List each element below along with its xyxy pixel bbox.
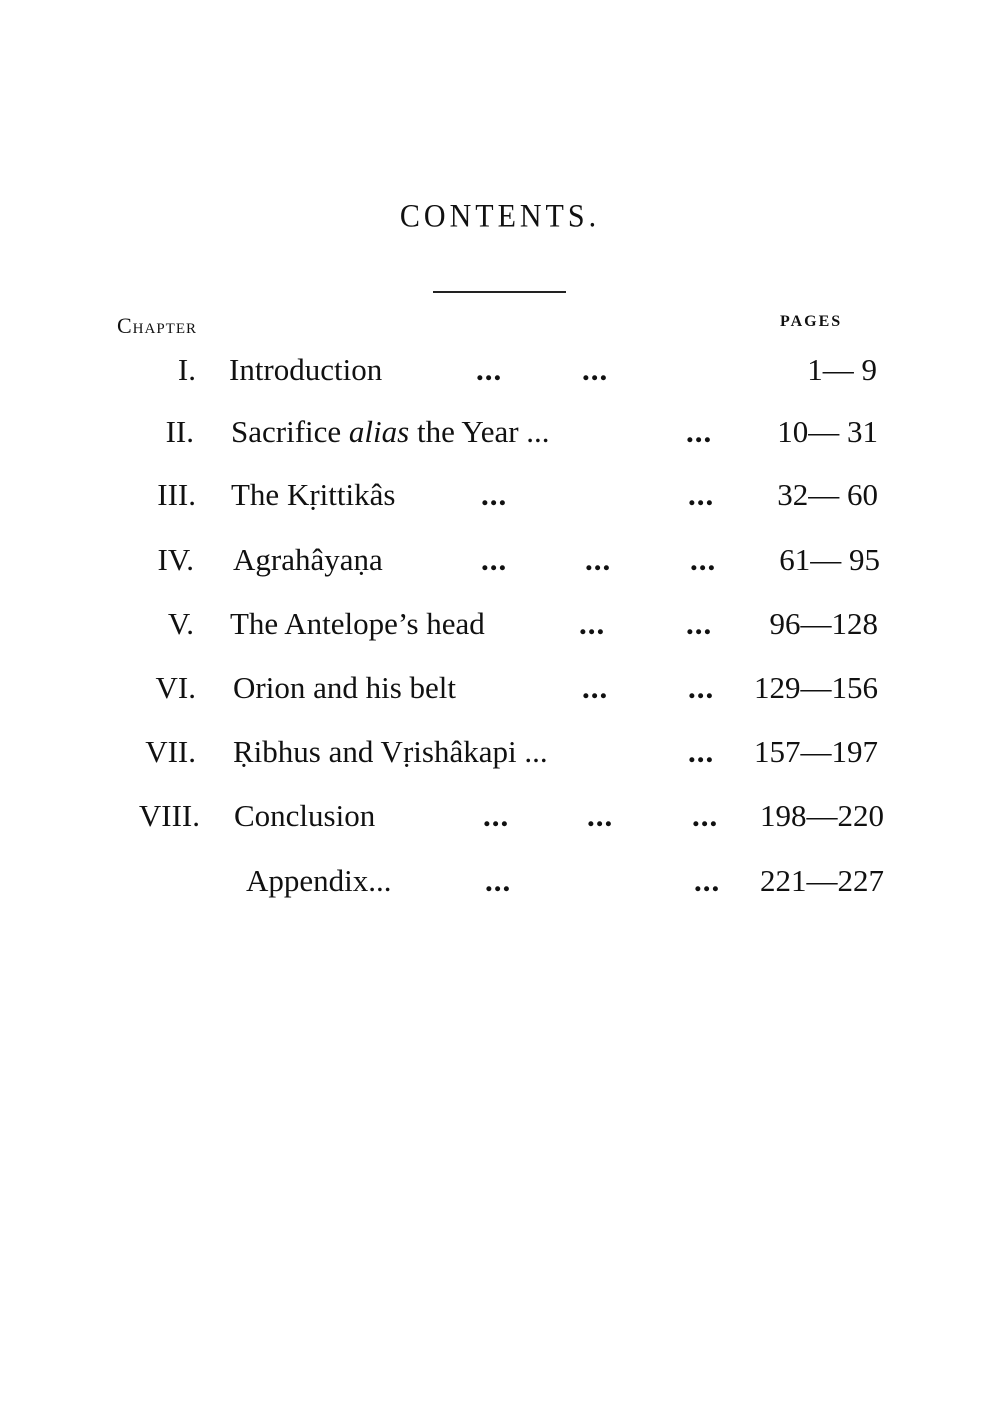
leader-dots: ... — [690, 542, 717, 577]
chapter-number: VI. — [155, 670, 196, 705]
chapter-number: II. — [165, 414, 194, 449]
page-title: CONTENTS. — [399, 198, 601, 235]
chapter-title — [231, 414, 550, 450]
leader-dots: ... — [686, 414, 713, 449]
leader-dots: ... — [688, 670, 715, 705]
chapter-number: VII. — [145, 734, 196, 769]
page-range: 198—220 — [760, 798, 884, 833]
chapter-column-header: Chapter — [117, 313, 198, 338]
page-range: 129—156 — [754, 670, 878, 705]
page-range: 61— 95 — [779, 542, 880, 577]
toc-entry-5 — [0, 606, 1000, 656]
toc-entry-appendix — [0, 863, 1000, 913]
leader-dots: ... — [587, 798, 614, 833]
toc-entry-3 — [0, 477, 1000, 527]
toc-entry-7 — [0, 734, 1000, 784]
leader-dots: ... — [582, 352, 609, 387]
chapter-title-italic: alias — [348, 414, 410, 449]
chapter-title: Ṛibhus and Vṛishâkapi ... — [233, 734, 548, 769]
leader-dots: ... — [485, 863, 512, 898]
page-range: 1— 9 — [807, 352, 877, 387]
pages-column-header: PAGES — [780, 313, 843, 330]
leader-dots: ... — [688, 734, 715, 769]
leader-dots: ... — [476, 352, 503, 387]
page-range: 221—227 — [760, 863, 884, 898]
page-range: 157—197 — [754, 734, 878, 769]
toc-entry-2 — [0, 414, 1000, 464]
chapter-title: Conclusion — [234, 798, 376, 833]
toc-entry-1 — [0, 352, 1000, 402]
chapter-number: III. — [157, 477, 196, 512]
chapter-number: VIII. — [138, 798, 200, 833]
chapter-title-part: the Year ... — [409, 414, 550, 449]
page-range: 10— 31 — [777, 414, 878, 449]
leader-dots: ... — [481, 477, 508, 512]
chapter-title: Agrahâyaṇa — [233, 542, 383, 577]
leader-dots: ... — [481, 542, 508, 577]
leader-dots: ... — [579, 606, 606, 641]
chapter-title: Appendix... — [246, 863, 392, 898]
toc-entry-6 — [0, 670, 1000, 720]
chapter-title-part: Sacrifice — [231, 414, 349, 449]
page-range: 96—128 — [769, 606, 878, 641]
chapter-number: V. — [167, 606, 194, 641]
title-rule — [433, 291, 566, 293]
toc-entry-8 — [0, 798, 1000, 848]
leader-dots: ... — [688, 477, 715, 512]
page-range: 32— 60 — [777, 477, 878, 512]
chapter-title: The Antelope’s head — [230, 606, 485, 641]
chapter-number: IV. — [157, 542, 194, 577]
leader-dots: ... — [582, 670, 609, 705]
leader-dots: ... — [686, 606, 713, 641]
chapter-title: The Kṛittikâs — [231, 477, 396, 512]
toc-entry-4 — [0, 542, 1000, 592]
leader-dots: ... — [585, 542, 612, 577]
leader-dots: ... — [483, 798, 510, 833]
chapter-title: Introduction — [229, 352, 383, 387]
leader-dots: ... — [692, 798, 719, 833]
chapter-number: I. — [177, 352, 196, 387]
chapter-title: Orion and his belt — [233, 670, 456, 705]
leader-dots: ... — [694, 863, 721, 898]
